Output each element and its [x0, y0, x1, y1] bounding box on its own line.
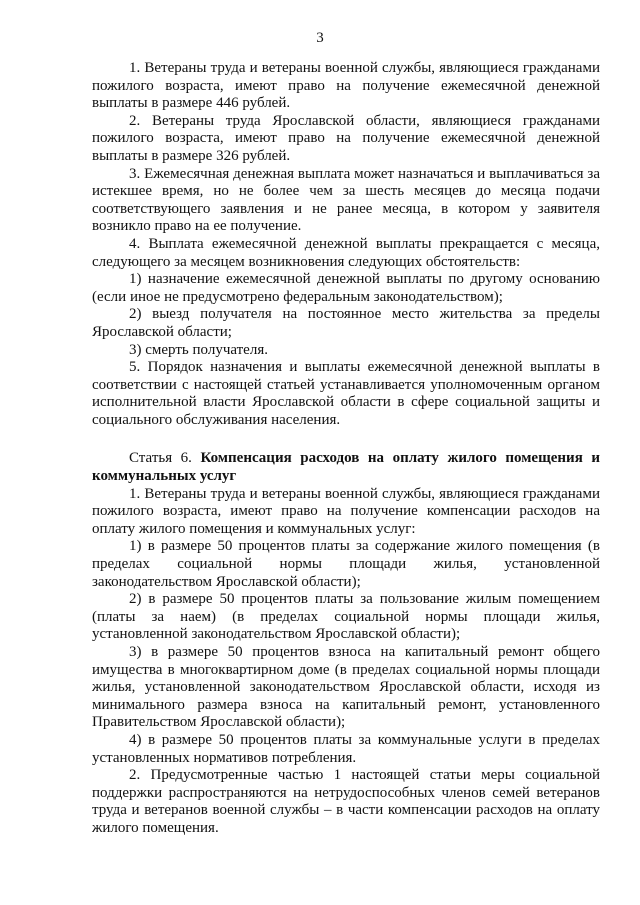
paragraph-a6-2: 2. Предусмотренные частью 1 настоящей статьи меры социальной поддержки распространяются на нетрудоспособных членов семей ветеранов труда и ветеранов военной службы – в части компенсации расходов на оплату жилого помещения. [92, 767, 600, 836]
paragraph-a5-4: 4. Выплата ежемесячной денежной выплаты прекращается с месяца, следующего за месяцем возникновения следующих обстоятельств: [92, 235, 600, 270]
paragraph-a6-1-2: 2) в размере 50 процентов платы за пользование жилым помещением (платы за наем) (в пределах социальной нормы площади жилья, установленной законодательством Ярославской области); [92, 591, 600, 643]
paragraph-a5-2: 2. Ветераны труда Ярославской области, являющиеся гражданами пожилого возраста, имеют право на получение ежемесячной денежной выплаты в размере 326 рублей. [92, 112, 600, 164]
paragraph-a6-1-3: 3) в размере 50 процентов взноса на капитальный ремонт общего имущества в многоквартирном доме (в пределах социальной нормы площади жилья, установленной законодательством Ярославской области, исходя из минимального размера взноса на капитальный ремонт, установленного Правительством Ярославской области); [92, 644, 600, 731]
page-number: 3 [316, 30, 324, 46]
section-gap [92, 429, 600, 450]
article-6-heading [92, 450, 600, 485]
paragraph-a6-1: 1. Ветераны труда и ветераны военной службы, являющиеся гражданами пожилого возраста, имеют право на получение компенсации расходов на оплату жилого помещения и коммунальных услуг: [92, 485, 600, 537]
paragraph-a6-1-4: 4) в размере 50 процентов платы за коммунальные услуги в пределах установленных нормативов потребления. [92, 731, 600, 766]
article-6-title: Компенсация расходов на оплату жилого помещения и коммунальных услуг [92, 450, 600, 485]
paragraph-a5-5: 5. Порядок назначения и выплаты ежемесячной денежной выплаты в соответствии с настоящей статьей устанавливается уполномоченным органом исполнительной власти Ярославской области в сфере социальной защиты и социального обслуживания населения. [92, 359, 600, 428]
paragraph-a5-4-2: 2) выезд получателя на постоянное место жительства за пределы Ярославской области; [92, 306, 600, 340]
paragraph-a5-1: 1. Ветераны труда и ветераны военной службы, являющиеся гражданами пожилого возраста, имеют право на получение ежемесячной денежной выплаты в размере 446 рублей. [92, 60, 600, 112]
paragraph-a5-3: 3. Ежемесячная денежная выплата может назначаться и выплачиваться за истекшее время, но не более чем за шесть месяцев до месяца подачи соответствующего заявления и не ранее месяца, в котором у заявителя возникло право на ее получение. [92, 165, 600, 235]
document-body [92, 60, 600, 838]
paragraph-a5-4-3: 3) смерть получателя. [129, 341, 268, 358]
paragraph-a5-4-1: 1) назначение ежемесячной денежной выплаты по другому основанию (если иное не предусмотрено федеральным законодательством); [92, 271, 600, 305]
paragraph-a6-1-1: 1) в размере 50 процентов платы за содержание жилого помещения (в пределах социальной нормы площади жилья, установленной законодательством Ярославской области); [92, 538, 600, 590]
article-6-label: Статья 6. [129, 450, 192, 467]
